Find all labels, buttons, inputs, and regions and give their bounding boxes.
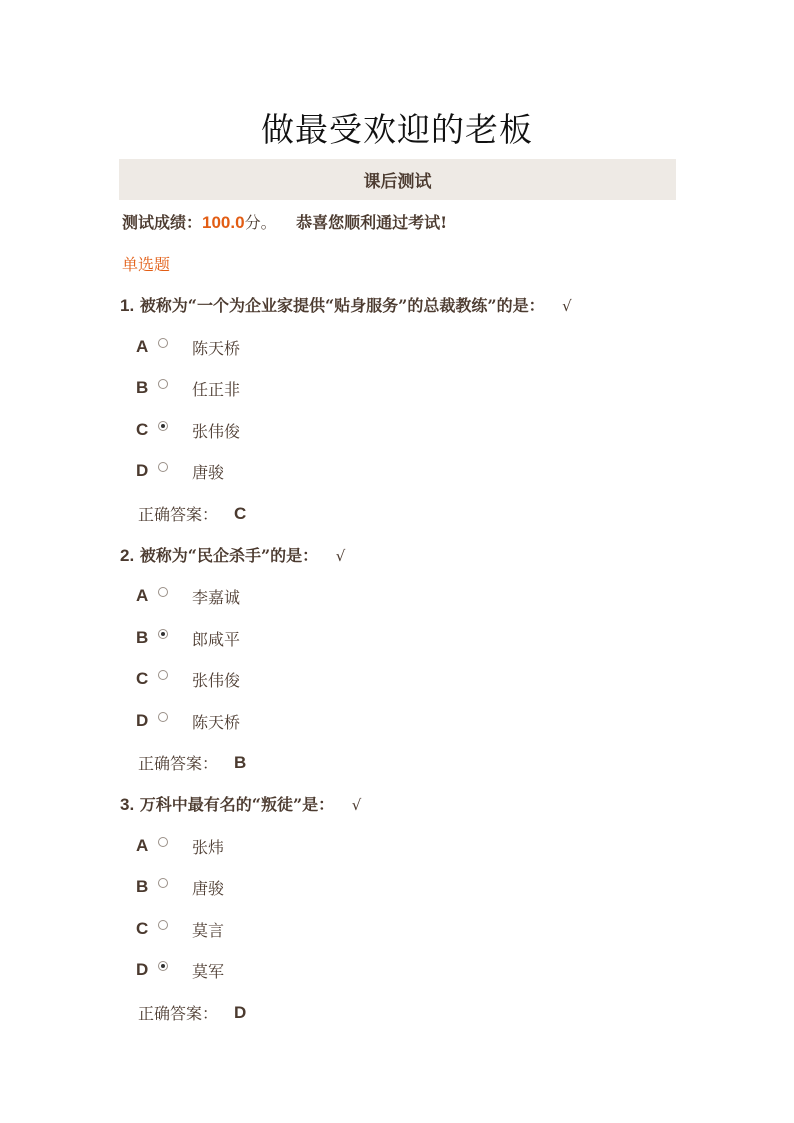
score-line <box>122 210 447 233</box>
option-letter: A <box>136 836 149 855</box>
score-unit: 分。 <box>244 213 277 232</box>
option-row[interactable] <box>136 917 224 941</box>
answer-label: 正确答案： <box>138 505 219 524</box>
answer-label: 正确答案： <box>138 1004 219 1023</box>
score-label: 测试成绩： <box>122 213 203 232</box>
radio-button[interactable] <box>158 878 168 888</box>
option-text: 郎咸平 <box>192 629 241 649</box>
question-title <box>120 543 345 566</box>
option-row[interactable] <box>136 958 224 982</box>
option-letter: A <box>136 337 149 356</box>
option-letter: D <box>136 711 149 730</box>
option-text: 张炜 <box>192 837 225 857</box>
option-text: 李嘉诚 <box>192 587 241 607</box>
option-letter: A <box>136 586 149 605</box>
option-letter: C <box>136 420 149 439</box>
option-text: 任正非 <box>192 379 241 399</box>
answer-value: B <box>234 752 247 772</box>
option-text: 莫军 <box>192 961 225 981</box>
option-text: 陈天桥 <box>192 338 241 358</box>
score-value: 100.0 <box>202 213 245 232</box>
radio-button[interactable] <box>158 712 168 722</box>
radio-button[interactable] <box>158 837 168 847</box>
option-letter: B <box>136 378 149 397</box>
radio-button[interactable] <box>158 379 168 389</box>
option-row[interactable] <box>136 376 240 400</box>
option-row[interactable] <box>136 626 240 650</box>
section-heading: 单选题 <box>122 255 171 274</box>
banner-label: 课后测试 <box>363 172 432 192</box>
question-number: 3. <box>120 795 135 814</box>
answer-label: 正确答案： <box>138 754 219 773</box>
option-letter: B <box>136 877 149 896</box>
question-text: 万科中最有名的“叛徒”是： <box>139 795 335 814</box>
correct-check-icon: √ <box>351 796 362 814</box>
option-text: 张伟俊 <box>192 670 241 690</box>
option-text: 陈天桥 <box>192 712 241 732</box>
correct-answer <box>138 751 246 774</box>
option-text: 莫言 <box>192 920 225 940</box>
page-title: 做最受欢迎的老板 <box>261 110 533 149</box>
option-row[interactable] <box>136 667 240 691</box>
option-letter: B <box>136 628 149 647</box>
answer-value: D <box>234 1002 247 1022</box>
radio-button[interactable] <box>158 920 168 930</box>
option-row[interactable] <box>136 709 240 733</box>
option-row[interactable] <box>136 459 224 483</box>
correct-answer <box>138 1001 246 1024</box>
radio-button[interactable] <box>158 462 168 472</box>
correct-check-icon: √ <box>562 297 572 315</box>
question-title <box>120 792 361 815</box>
question-number: 1. <box>120 296 135 315</box>
question-text: 被称为“一个为企业家提供“贴身服务”的总裁教练”的是： <box>139 296 545 315</box>
radio-button[interactable] <box>158 670 168 680</box>
score-message: 恭喜您顺利通过考试! <box>296 213 448 232</box>
radio-button[interactable] <box>158 338 168 348</box>
option-text: 张伟俊 <box>192 421 241 441</box>
option-row[interactable] <box>136 875 224 899</box>
option-letter: D <box>136 461 149 480</box>
correct-answer <box>138 502 246 525</box>
test-banner <box>119 159 676 200</box>
radio-button-selected[interactable] <box>158 421 168 431</box>
option-row[interactable] <box>136 834 224 858</box>
option-letter: C <box>136 919 149 938</box>
question-text: 被称为“民企杀手”的是： <box>139 546 319 565</box>
radio-button[interactable] <box>158 587 168 597</box>
option-row[interactable] <box>136 584 240 608</box>
option-text: 唐骏 <box>192 462 225 482</box>
option-text: 唐骏 <box>192 878 225 898</box>
radio-button-selected[interactable] <box>158 961 168 971</box>
question-title <box>120 293 572 316</box>
option-row[interactable] <box>136 335 240 359</box>
option-letter: C <box>136 669 149 688</box>
correct-check-icon: √ <box>335 547 346 565</box>
radio-button-selected[interactable] <box>158 629 168 639</box>
option-row[interactable] <box>136 418 240 442</box>
answer-value: C <box>234 503 247 523</box>
option-letter: D <box>136 960 149 979</box>
question-number: 2. <box>120 546 135 565</box>
